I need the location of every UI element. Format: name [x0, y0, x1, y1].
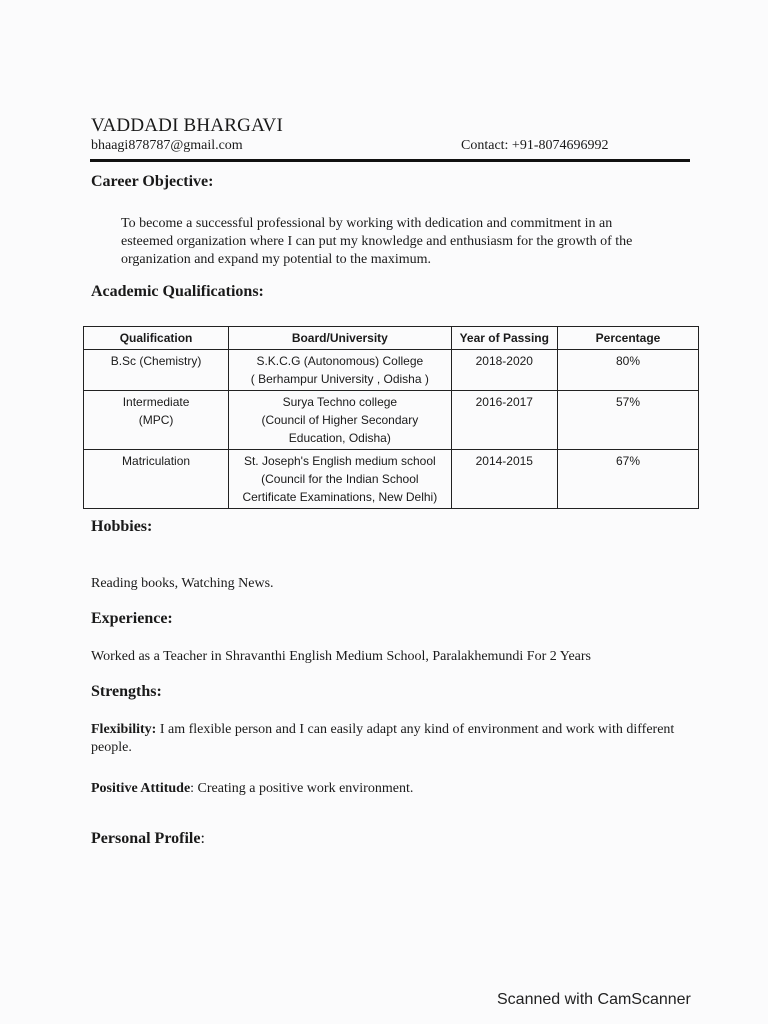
table-row [84, 450, 699, 509]
cell-line: (MPC) [138, 413, 174, 427]
contact-number: Contact: +91-8074696992 [461, 138, 609, 153]
personal-profile-title: Personal Profile [91, 830, 201, 847]
table-header-row [84, 327, 699, 350]
table-row [84, 391, 699, 450]
camscanner-watermark: Scanned with CamScanner [497, 991, 691, 1008]
column-header-percentage: Percentage [558, 327, 699, 350]
cell-board [229, 350, 451, 391]
cell-percentage: 67% [558, 450, 699, 509]
header-divider [90, 159, 690, 162]
career-objective-heading: Career Objective: [91, 173, 214, 190]
personal-profile-colon: : [200, 830, 205, 847]
experience-heading: Experience: [91, 610, 173, 627]
career-objective-text: To become a successful professional by working with dedication and commitment in an esteemed organization where I can put my knowledge and enthusiasm for the growth of the organization and expand my potential to the maximum. [121, 216, 633, 267]
flexibility-strength [91, 721, 681, 757]
cell-line: Certificate Examinations, New Delhi) [242, 490, 438, 504]
cell-line: Matriculation [122, 454, 191, 468]
column-header-qualification: Qualification [84, 327, 229, 350]
cell-board [229, 391, 451, 450]
column-header-board: Board/University [229, 327, 451, 350]
email-address: bhaagi878787@gmail.com [91, 138, 243, 153]
cell-line: Surya Techno college [282, 395, 398, 409]
cell-qualification [84, 450, 229, 509]
flexibility-label: Flexibility: [91, 722, 157, 737]
cell-year: 2016-2017 [451, 391, 557, 450]
academic-qualifications-heading: Academic Qualifications: [91, 283, 264, 300]
cell-line: Intermediate [122, 395, 190, 409]
cell-percentage: 57% [558, 391, 699, 450]
cell-line: (Council for the Indian School [261, 472, 419, 486]
cell-line: (Council of Higher Secondary [261, 413, 419, 427]
personal-profile-heading [91, 830, 205, 848]
cell-qualification [84, 350, 229, 391]
attitude-description: : Creating a positive work environment. [190, 781, 414, 796]
column-header-year: Year of Passing [451, 327, 557, 350]
candidate-name: VADDADI BHARGAVI [91, 115, 283, 136]
cell-line: ( Berhampur University , Odisha ) [250, 372, 429, 386]
hobbies-heading: Hobbies: [91, 518, 153, 535]
cell-year: 2014-2015 [451, 450, 557, 509]
experience-text: Worked as a Teacher in Shravanthi English Medium School, Paralakhemundi For 2 Years [91, 649, 591, 664]
hobbies-text: Reading books, Watching News. [91, 576, 274, 591]
cell-line: B.Sc (Chemistry) [110, 354, 202, 368]
strengths-heading: Strengths: [91, 683, 162, 700]
cell-year: 2018-2020 [451, 350, 557, 391]
cell-line: S.K.C.G (Autonomous) College [256, 354, 424, 368]
attitude-strength [91, 780, 413, 798]
cell-percentage: 80% [558, 350, 699, 391]
cell-board [229, 450, 451, 509]
cell-line: St. Joseph's English medium school [243, 454, 436, 468]
table-row [84, 350, 699, 391]
academic-qualifications-table [83, 326, 699, 509]
cell-line: Education, Odisha) [288, 431, 391, 445]
flexibility-description: I am flexible person and I can easily adapt any kind of environment and work with different people. [91, 722, 675, 755]
attitude-label: Positive Attitude [91, 781, 191, 796]
cell-qualification [84, 391, 229, 450]
